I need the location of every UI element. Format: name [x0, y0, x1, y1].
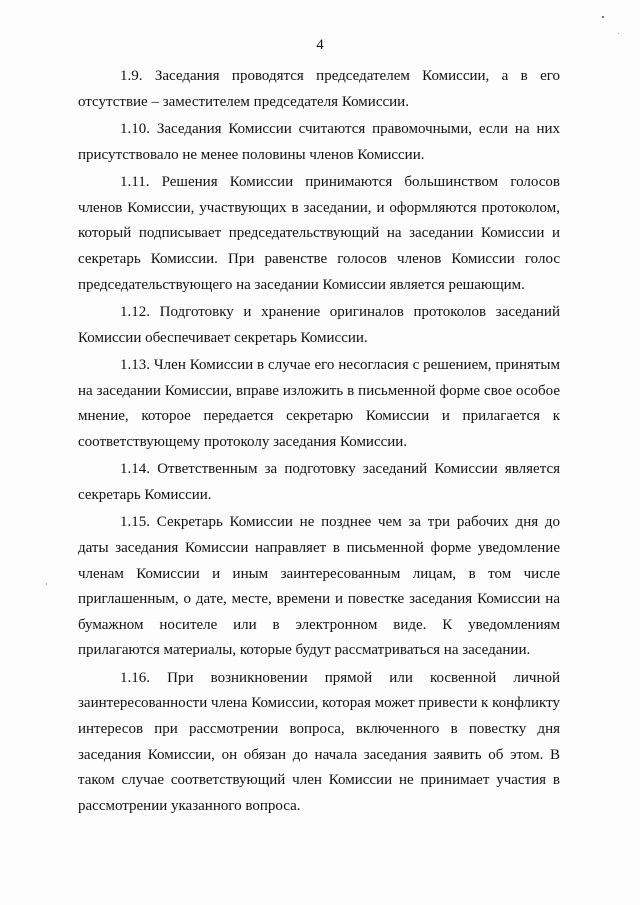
paragraph-1-9: [78, 64, 560, 115]
paragraph-1-15: [78, 510, 560, 664]
paragraph-number: 1.14.: [120, 461, 150, 478]
paragraph-number: 1.10.: [120, 121, 150, 138]
paragraph-text: Член Комиссии в случае его несогласия с решением, принятым на заседании Комиссии, вправе изложить в письменной форме свое особое мнение, которое передается секретарю Комиссии и прилагается к соответствующему протоколу заседания Комиссии.: [78, 357, 560, 450]
paragraph-number: 1.13.: [120, 357, 150, 374]
paragraph-1-11: [78, 170, 560, 298]
paragraph-1-12: [78, 300, 560, 351]
paragraph-text: Ответственным за подготовку заседаний Комиссии является секретарь Комиссии.: [78, 461, 560, 503]
paragraph-1-10: [78, 117, 560, 168]
paragraph-text: Заседания проводятся председателем Комиссии, а в его отсутствие – заместителем председателя Комиссии.: [78, 68, 561, 110]
scan-speck: [602, 16, 604, 18]
paragraph-number: 1.16.: [120, 669, 150, 686]
page-number: 4: [316, 37, 324, 53]
paragraph-1-16: [78, 666, 560, 820]
scan-speck: [46, 583, 47, 585]
paragraph-text: Заседания Комиссии считаются правомочными, если на них присутствовало не менее половины членов Комиссии.: [78, 121, 560, 163]
paragraph-text: Решения Комиссии принимаются большинством голосов членов Комиссии, участвующих в заседании, и оформляются протоколом, который подписывает председательствующий на заседании Комиссии и секретарь Комиссии. При равенстве голосов членов Комиссии голос председательствующего на заседании Комиссии является решающим.: [78, 174, 561, 293]
paragraph-text: Секретарь Комиссии не позднее чем за три рабочих дня до даты заседания Комиссии направляет в письменной форме уведомление членам Комиссии и иным заинтересованным лицам, в том числе приглашенным, о дате, месте, времени и повестке заседания Комиссии на бумажном носителе или в электронном виде. К уведомлениям прилагаются материалы, которые будут рассматриваться на заседании.: [78, 514, 561, 659]
paragraph-text: Подготовку и хранение оригиналов протоколов заседаний Комиссии обеспечивает секретарь Комиссии.: [78, 304, 560, 346]
paragraph-number: 1.9.: [120, 68, 143, 84]
paragraph-number: 1.15.: [120, 514, 150, 531]
paragraph-number: 1.11.: [120, 174, 150, 191]
document-body: [78, 64, 560, 821]
paragraph-text: При возникновении прямой или косвенной личной заинтересованности члена Комиссии, которая может привести к конфликту интересов при рассмотрении вопроса, включенного в повестку дня заседания Комиссии, он обязан до начала заседания заявить об этом. В таком случае соответствующий член Комиссии не принимает участия в рассмотрении указанного вопроса.: [78, 669, 560, 814]
paragraph-number: 1.12.: [120, 304, 150, 321]
scan-speck: [618, 33, 619, 34]
paragraph-1-13: [78, 353, 560, 455]
paragraph-1-14: [78, 457, 560, 508]
